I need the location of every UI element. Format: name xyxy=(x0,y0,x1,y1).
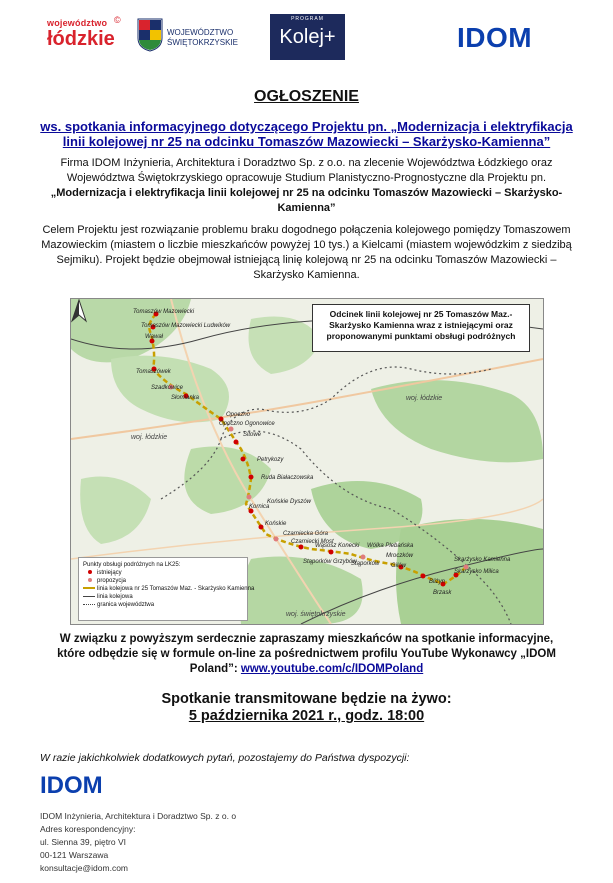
proposed-stop-icon xyxy=(88,578,92,582)
place-label: Sitowe xyxy=(243,432,262,438)
place-label: Kornica xyxy=(249,504,270,510)
live-line1: Spotkanie transmitowane będzie na żywo: xyxy=(161,691,452,707)
legend-existing-label: istniejący xyxy=(97,570,122,576)
route-line-icon xyxy=(83,587,95,589)
live-announcement xyxy=(0,691,613,725)
youtube-link[interactable]: www.youtube.com/c/IDOMPoland xyxy=(240,663,424,675)
region-label: woj. łódzkie xyxy=(131,434,168,441)
legend-proposed-label: propozycja xyxy=(97,578,127,584)
map-caption: Odcinek linii kolejowej nr 25 Tomaszów Maz.- Skarżysko Kamienna wraz z istniejącymi oraz proponowanymi punktami obsługi podróżnych xyxy=(312,304,530,352)
swietokrzyskie-line1: WOJEWÓDZTWO xyxy=(167,28,234,37)
place-label: Czarniecka Góra xyxy=(283,531,329,537)
invitation-text xyxy=(45,632,568,677)
place-label: Skarżysko Kamienna xyxy=(454,557,511,563)
intro-paragraph xyxy=(40,156,573,216)
swietokrzyskie-logo-text xyxy=(167,28,238,48)
region-label: woj. łódzkie xyxy=(406,395,443,402)
kolej-program-label: PROGRAM xyxy=(291,16,324,22)
event-date: 5 października 2021 r., godz. 18:00 xyxy=(188,708,425,724)
place-label: Czarniecki Most xyxy=(291,539,334,545)
stop-existing xyxy=(329,550,334,555)
legend-existing xyxy=(83,569,243,577)
lodzkie-logo-top: województwo xyxy=(47,18,108,28)
page-title: OGŁOSZENIE xyxy=(254,88,359,105)
legend-border-label: granica województwa xyxy=(97,602,155,608)
swietokrzyskie-crest-icon xyxy=(137,18,163,52)
railway-line-icon xyxy=(83,596,95,597)
place-label: Tomaszówek xyxy=(136,369,171,375)
stop-existing xyxy=(259,525,264,530)
place-label: Słomianka xyxy=(171,395,200,401)
map-legend xyxy=(78,557,255,621)
swietokrzyskie-line2: ŚWIĘTOKRZYSKIE xyxy=(167,38,238,47)
existing-stop-icon xyxy=(88,570,92,574)
legend-line25-label: linia kolejowa nr 25 Tomaszów Maz. - Skarżysko Kamienna xyxy=(97,586,255,592)
project-name: „Modernizacja i elektryfikacja linii kolejowej nr 25 na odcinku Tomaszów Mazowiecki – Skarżysko-Kamienna” xyxy=(50,187,563,214)
legend-rail xyxy=(83,593,243,601)
contact-email[interactable]: konsultacje@idom.com xyxy=(40,863,128,873)
legend-border xyxy=(83,601,243,609)
border-line-icon xyxy=(83,604,95,605)
announcement-subtitle: ws. spotkania informacyjnego dotyczącego Projektu pn. „Modernizacja i elektryfikacja linii kolejowej nr 25 na odcinku Tomaszów Mazowiecki – Skarżysko-Kamienna” xyxy=(40,119,573,149)
place-label: Szadkowice xyxy=(151,385,184,391)
stop-proposed xyxy=(229,427,234,432)
kolej-name: Kolej+ xyxy=(279,26,336,48)
place-label: Końskie xyxy=(265,521,287,527)
stop-proposed xyxy=(274,537,279,542)
legend-proposed xyxy=(83,577,243,585)
lodzkie-logo xyxy=(47,15,125,60)
legend-line25 xyxy=(83,585,255,593)
place-label: Stąporków Grzybów xyxy=(303,559,357,565)
goal-paragraph: Celem Projektu jest rozwiązanie problemu braku dogodnego połączenia kolejowego pomiędzy Tomaszowem Mazowieckim (miastem o liczbie mieszkańców powyżej 10 tys.) a Kielcami (miastem wojewódzkim z siedzibą Sejmiku). Projekt będzie obejmował istniejącą linię kolejową nr 25 na odcinku Tomaszów Mazowiecki – Skarżysko Kamienna. xyxy=(41,224,572,281)
region-label: woj. świętokrzyskie xyxy=(286,611,346,618)
company-name: IDOM Inżynieria, Architektura i Doradztwo Sp. z o. o xyxy=(40,811,237,821)
forest-area xyxy=(371,380,543,462)
invitation-body: W związku z powyższym serdecznie zapraszamy mieszkańców na spotkanie informacyjne, które odbędzie się w formule on-line za pośrednictwem profilu YouTube Wykonawcy „IDOM Poland”: xyxy=(57,633,556,675)
legend-title: Punkty obsługi podróżnych na LK25: xyxy=(83,562,181,568)
place-label: Opoczno Ogonowice xyxy=(219,421,275,427)
place-label: Mroczków xyxy=(386,553,414,559)
place-label: Wąwał xyxy=(145,334,164,340)
place-label: Gilów xyxy=(391,563,407,569)
address-city: 00-121 Warszawa xyxy=(40,850,109,860)
place-label: Skarżysko Milica xyxy=(454,569,499,575)
company-address xyxy=(40,810,236,875)
logo-bar xyxy=(0,14,613,66)
place-label: Bliżyn xyxy=(429,579,446,585)
stop-existing xyxy=(234,440,239,445)
place-label: Petrykozy xyxy=(257,457,284,463)
place-label: Brzask xyxy=(433,590,452,596)
stop-existing xyxy=(421,574,426,579)
place-label: Tomaszów Mazowiecki xyxy=(133,309,195,315)
stop-existing xyxy=(299,545,304,550)
place-label: Ruda Białaczowska xyxy=(261,475,314,481)
idom-logo: IDOM xyxy=(457,22,533,53)
intro-text: Firma IDOM Inżynieria, Architektura i Doradztwo Sp. z o.o. na zlecenie Województwa Łódzkiego oraz Województwa Świętokrzyskiego opracowuje Studium Planistyczno-Prognostyczne dla Projektu pn. xyxy=(60,157,553,184)
place-label: Wólka Plebańska xyxy=(367,543,414,549)
forest-area xyxy=(249,317,322,375)
route-map xyxy=(70,298,544,625)
place-label: Tomaszów Mazowiecki Ludwików xyxy=(141,323,231,329)
place-label: Końskie Dyszów xyxy=(267,499,312,505)
forest-area xyxy=(80,477,151,545)
place-label: Wąsosz Konecki xyxy=(315,543,360,549)
lodzkie-logo-main: łódzkie xyxy=(47,28,115,50)
stop-proposed xyxy=(247,495,252,500)
idom-footer-logo: IDOM xyxy=(40,772,103,799)
address-label: Adres korespondencyjny: xyxy=(40,824,136,834)
kolej-plus-logo xyxy=(270,14,345,60)
swietokrzyskie-logo xyxy=(137,18,247,58)
legend-rail-label: linia kolejowa xyxy=(97,594,133,600)
stop-proposed xyxy=(361,555,366,560)
stop-existing xyxy=(241,457,246,462)
stop-existing xyxy=(249,475,254,480)
place-label: Stąporków xyxy=(351,561,380,567)
address-street: ul. Sienna 39, piętro VI xyxy=(40,837,127,847)
contact-note: W razie jakichkolwiek dodatkowych pytań, pozostajemy do Państwa dyspozycji: xyxy=(40,752,410,764)
lodzkie-logo-mark: © xyxy=(114,15,121,25)
north-arrow-icon xyxy=(71,299,87,323)
place-label: Opoczno xyxy=(226,412,251,418)
